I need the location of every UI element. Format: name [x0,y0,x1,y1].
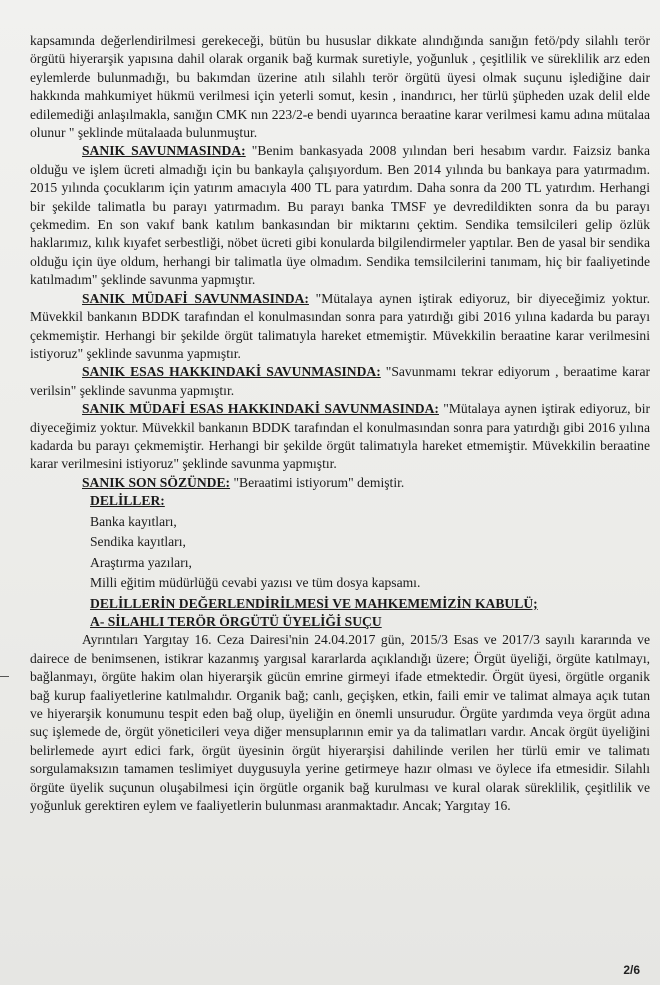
evidence-item: Banka kayıtları, [90,513,177,529]
text-last-word: "Beraatimi istiyorum" demiştir. [230,474,405,490]
heading-counsel-merits-defense: SANIK MÜDAFİ ESAS HAKKINDAKİ SAVUNMASINDA: [82,401,439,417]
heading-evidence: DELİLLER: [90,493,165,509]
evidence-list [30,512,650,594]
heading-evaluation: DELİLLERİN DEĞERLENDİRİLMESİ VE MAHKEMEMİZİN KABULÜ; [90,595,538,611]
evidence-item: Milli eğitim müdürlüğü cevabi yazısı ve tüm dosya kapsamı. [90,575,421,591]
paragraph-defendant-defense [30,142,650,289]
evidence-item: Sendika kayıtları, [90,534,186,550]
text-counsel-defense: "Mütalaya aynen iştirak ediyoruz, bir diyeceğimiz yoktur. Müvekkil bankanın BDDK tarafından el konulmasından sonra para yatırdığı gibi 2016 yılına kadarda bu parayı çekmemiştir. Herhangi bir şekilde örgüt talimatıyla hareket etmemiştir. Müvekkilin beraatine karar verilmesini istiyoruz" şeklinde savunma yapmıştır. [30,290,651,361]
heading-defendant-merits-defense: SANIK ESAS HAKKINDAKİ SAVUNMASINDA: [82,364,381,380]
paragraph-prosecutor-opinion: kapsamında değerlendirilmesi gerekeceği, bütün bu hususlar dikkate alındığında sanığın fetö/pdy silahlı terör örgütü hiyerarşik yapısına dahil olarak organik bağ kurmak suretiyle, yoğunluk , çeşitlilik ve süreklilik arz eden eylemlerde bulunmadığı, bu bakımdan üzerine atılı silahlı terör örgütü üyesi olmak suçunu işlediğine dair hakkında mahkumiyet hükmü verilmesi için yeterli somut, kesin , inandırıcı, her türlü şüpheden uzak delil elde edilemediği anlaşılmakla, sanığın CMK nın 223/2-e bendi uyarınca beraatine karar verilmesi kamu adına mütalaa olunur " şeklinde mütalaada bulunmuştur. [30,33,650,141]
paragraph-counsel-merits-defense [30,400,650,474]
heading-last-word: SANIK SON SÖZÜNDE: [82,474,231,490]
document-body [30,32,650,815]
evidence-item: Araştırma yazıları, [90,554,192,570]
text-defendant-merits-defense: "Savunmamı tekrar ediyorum , beraatime karar verilsin" şeklinde savunma yapmıştır. [30,364,651,398]
paragraph-counsel-defense [30,290,650,364]
text-defendant-defense: "Benim bankasyada 2008 yılından beri hesabım vardır. Faizsiz banka olduğu ve işlem ücreti almadığı için bu bankayla çalışıyordum. Ben 2014 yılında bu bankaya para yatırmadım. 2015 yılında çocuklarım için yatırım amacıyla 400 TL para yatırdım. Daha sonra da 200 TL yatırdım. Herhangi bir şekilde talimatla bu parayı yatırmadım. Bu parayı banka TMSF ye devredildikten sonra da bu parayı çekmedim. En son vakıf bank katılım bankasından bir miktarını çektim. Sendika temsilcileri gelip özlük haklarımız, kılık kıyafet serbestliği, nöbet ücreti gibi konularda bilgilendirmeler yaptılar. Ben de yasal bir sendika olduğu için üye oldum, herhangi bir talimatla üye olmadım. Sendika temsilcilerini tanımam, hiç bir faaliyetinde katılmadım" şeklinde savunma yapmıştır. [30,143,650,288]
heading-defendant-defense: SANIK SAVUNMASINDA: [82,143,246,159]
paragraph-defendant-merits-defense [30,363,650,400]
heading-terror-membership: A- SİLAHLI TERÖR ÖRGÜTÜ ÜYELİĞİ SUÇU [90,613,382,629]
heading-counsel-defense: SANIK MÜDAFİ SAVUNMASINDA: [82,290,309,306]
margin-mark [0,676,9,677]
page-number: 2/6 [623,963,640,977]
paragraph-supreme-court-precedent: Ayrıntıları Yargıtay 16. Ceza Dairesi'nin 24.04.2017 gün, 2015/3 Esas ve 2017/3 sayılı kararında ve dairece de benimsenen, istikrar kazanmış yargısal kararlarda açıklandığı üzere; Örgüt üyeliği, örgüte katılmayı, bağlanmayı, örgüte hakim olan hiyerarşik gücün emrine girmeyi ifade etmektedir. Örgüt üyesi, örgütle organik bağ kurup faaliyetlerine katılmalıdır. Organik bağ; canlı, geçişken, etkin, faili emir ve talimat almaya açık tutan ve hiyerarşik konumunu tespit eden bağ olup, üyeliğin en önemli unsurudur. Örgüte yardımda veya örgüt adına suç işlemede de, örgüt yöneticileri veya diğer mensuplarının emir ya da talimatları vardır. Ancak örgüt üyeliğini belirlemede ayırt edici fark, örgüt üyesinin örgüt hiyerarşisi dahilinde verilen her türlü emir ve talimatı sorgulamaksızın tamamen teslimiyet duygusuyla yerine getirmeye hazır olması ve öylece ifa etmesidir. Silahlı örgüte üyelik suçunun oluşabilmesi için örgütle organik bağ kurulması ve kural olarak süreklilik, çeşitlilik ve yoğunluk gerektiren eylem ve faaliyetlerin bulunması aranmaktadır. Ancak; Yargıtay 16. [30,632,650,814]
text-counsel-merits-defense: "Mütalaya aynen iştirak ediyoruz, bir diyeceğimiz yoktur. Müvekkil bankanın BDDK tarafından el konulmasından sonra para yatırdığı gibi 2016 yılına kadarda bu parayı çekmemiştir. Herhangi bir şekilde örgüt talimatıyla hareket etmemiştir. Müvekkilin beraatine karar verilmesini istiyoruz" şeklinde savunma yapmıştır. [30,401,650,472]
paragraph-last-word [30,474,650,492]
